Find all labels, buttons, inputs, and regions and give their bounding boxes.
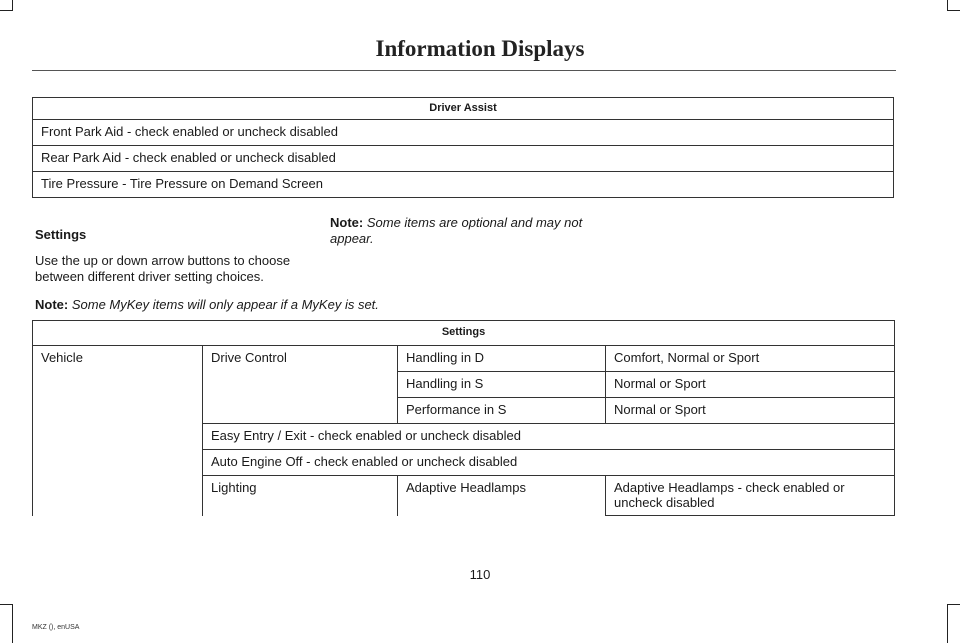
- note-label: Note:: [330, 215, 364, 230]
- table-row: Tire Pressure - Tire Pressure on Demand Screen: [33, 172, 894, 198]
- crop-mark: [948, 604, 960, 605]
- settings-table: [32, 320, 895, 516]
- crop-mark: [0, 10, 12, 11]
- settings-body: Use the up or down arrow buttons to choose between different driver setting choices.: [35, 253, 291, 284]
- table-cell: Adaptive Headlamps: [398, 476, 606, 516]
- note-text: Some items are optional and may not appear.: [330, 215, 583, 246]
- footer-code: MKZ (), enUSA: [32, 624, 80, 631]
- drive-control-cell: Drive Control: [203, 346, 398, 424]
- note-mykey: [35, 297, 735, 313]
- table-cell: Handling in S: [398, 372, 606, 398]
- title-divider: [32, 70, 896, 71]
- table-cell: Performance in S: [398, 398, 606, 424]
- table-row: Rear Park Aid - check enabled or uncheck disabled: [33, 146, 894, 172]
- table-cell: Adaptive Headlamps - check enabled or uncheck disabled: [606, 476, 895, 516]
- driver-assist-table: [32, 97, 894, 198]
- table-row: Front Park Aid - check enabled or uncheck disabled: [33, 120, 894, 146]
- page-number: 110: [469, 567, 491, 582]
- crop-mark: [0, 604, 12, 605]
- settings-heading: Settings: [35, 227, 87, 242]
- note-text: Some MyKey items will only appear if a MyKey is set.: [71, 297, 379, 312]
- crop-mark: [947, 0, 948, 11]
- note-optional: [330, 215, 620, 247]
- lighting-cell: Lighting: [203, 476, 398, 516]
- settings-intro: [35, 227, 310, 285]
- driver-assist-heading: Driver Assist: [33, 98, 894, 120]
- crop-mark: [947, 604, 948, 643]
- table-cell: Normal or Sport: [606, 398, 895, 424]
- table-cell: Easy Entry / Exit - check enabled or uncheck disabled: [203, 424, 895, 450]
- table-cell: Comfort, Normal or Sport: [606, 346, 895, 372]
- table-cell: Auto Engine Off - check enabled or uncheck disabled: [203, 450, 895, 476]
- note-label: Note:: [35, 297, 69, 312]
- table-cell: Normal or Sport: [606, 372, 895, 398]
- crop-mark: [12, 604, 13, 643]
- crop-mark: [12, 0, 13, 11]
- table-cell: Handling in D: [398, 346, 606, 372]
- page-title: Information Displays: [375, 36, 585, 61]
- vehicle-cell: Vehicle: [33, 346, 203, 516]
- crop-mark: [948, 10, 960, 11]
- settings-table-heading: Settings: [33, 321, 895, 346]
